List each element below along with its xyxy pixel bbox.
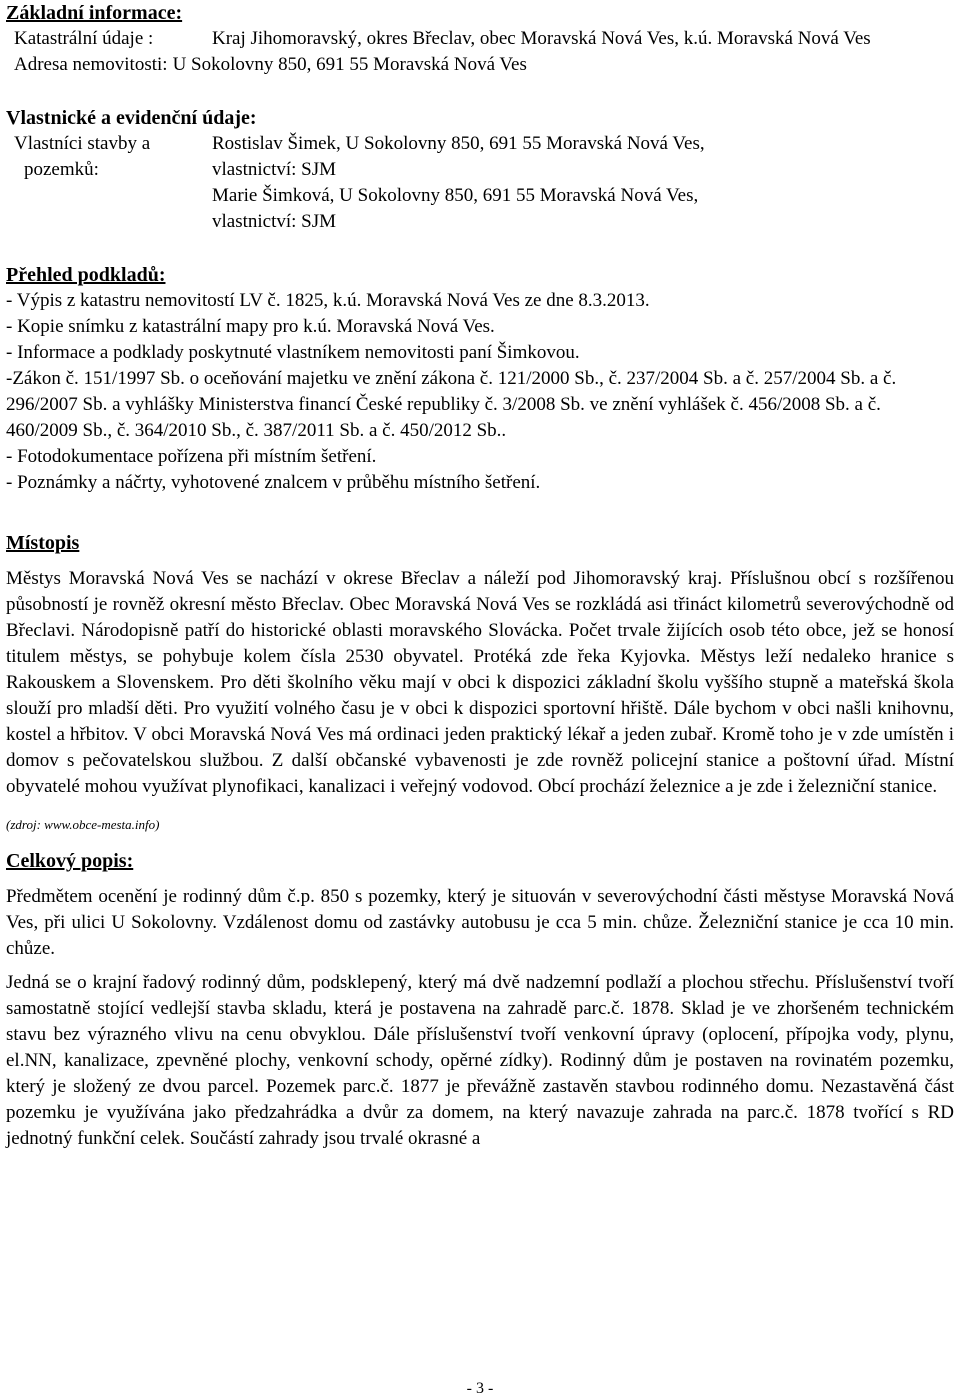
page-number: - 3 - [466,1380,494,1397]
address-row [6,52,954,78]
source-item: - Informace a podklady poskytnuté vlastníkem nemovitosti paní Šimkovou. [6,342,580,363]
owners-label-line2: pozemků: [24,159,99,180]
owner-2-line2: vlastnictví: SJM [212,211,337,232]
location-source: (zdroj: www.obce-mesta.info) [6,817,160,832]
cadastral-row [6,26,954,52]
sources-list [6,288,954,496]
source-item: -Zákon č. 151/1997 Sb. o oceňování majetku ve znění zákona č. 121/2000 Sb., č. 237/2004 Sb. a č. 257/2004 Sb. a č. 296/2007 Sb. a vyhlášky Ministerstva financí České republiky č. 3/2008 Sb. ve znění vyhlášek č. 456/2008 Sb. a č. 460/2009 Sb., č. 364/2010 Sb., č. 387/2011 Sb. a č. 450/2012 Sb.. [6,368,897,441]
sources-heading: Přehled podkladů: [6,264,166,286]
description-paragraph-1: Předmětem ocenění je rodinný dům č.p. 850 s pozemky, který je situován v severovýchodní části městyse Moravská Nová Ves, při ulici U Sokolovny. Vzdálenost domu od zastávky autobusu je cca 5 min. chůze. Železniční stanice je cca 10 min. chůze. [6,886,954,959]
basic-info-heading: Základní informace: [6,2,183,24]
description-paragraph-2: Jedná se o krajní řadový rodinný dům, podsklepený, který má dvě nadzemní podlaží a plochou střechu. Příslušenství tvoří samostatně stojící vedlejší stavba skladu, která je postavena na zahradě parc.č. 1878. Sklad je ve zhoršeném technickém stavu bez výrazného vlivu na cenu obvyklou. Dále příslušenství tvoří venkovní úpravy (oplocení, přípojka vody, plynu, el.NN, kanalizace, zpevněné plochy, venkovní schody, opěrné zídky). Rodinný dům je postaven na rovinatém pozemku, který je složený ze dvou parcel. Pozemek parc.č. 1877 je převážně zastavěn stavbou rodinného domu. Nezastavěná část pozemku je využívána jako předzahrádka a dvůr za domem, na který navazuje zahrada na parc.č. 1878 tvořící s RD jednotný funkční celek. Součástí zahrady jsou trvalé okrasné a [6,972,954,1149]
owners-label [14,131,212,235]
source-item: - Poznámky a náčrty, vyhotovené znalcem v průběhu místního šetření. [6,472,541,493]
cadastral-value: Kraj Jihomoravský, okres Břeclav, obec Moravská Nová Ves, k.ú. Moravská Nová Ves [212,28,871,49]
owner-2-line1: Marie Šimková, U Sokolovny 850, 691 55 Moravská Nová Ves, [212,185,699,206]
source-item: - Kopie snímku z katastrální mapy pro k.ú. Moravská Nová Ves. [6,316,495,337]
cadastral-label: Katastrální údaje : [14,28,154,49]
location-text: Městys Moravská Nová Ves se nachází v okrese Břeclav a náleží pod Jihomoravský kraj. Příslušnou obcí s rozšířenou působností je rovněž okresní město Břeclav. Obec Moravská Nová Ves se rozkládá asi třináct kilometrů severovýchodně od Břeclavi. Národopisně patří do historické oblasti moravského Slovácka. Počet trvale žijících osob této obce, jež se honosí titulem městys, se pohybuje kolem čísla 2530 obyvatel. Protéká zde řeka Kyjovka. Městys leží nedaleko hranice s Rakouskem a Slovenskem. Pro děti školního věku mají v obci k dispozici základní školu vyššího stupně a mateřská škola slouží pro mladší děti. Pro využití volného času je v obci k dispozici sportovní hřiště. Dále bychom v obci našli knihovnu, kostel a hřbitov. V obci Moravská Nová Ves má ordinaci jeden praktický lékař a jeden zubař. Kromě toho je v zde umístěn i domov s pečovatelskou službou. Z další občanské vybavenosti je zde rovněž policejní stanice a poštovní úřad. Místní obyvatelé mohou využívat plynofikaci, kanalizaci i veřejný vodovod. Obcí prochází železnice a je zde i železniční stanice. [6,568,954,797]
address-value: U Sokolovny 850, 691 55 Moravská Nová Ves [172,54,527,75]
owners-heading: Vlastnické a evidenční údaje: [6,107,257,129]
owner-1-line1: Rostislav Šimek, U Sokolovny 850, 691 55 Moravská Nová Ves, [212,133,705,154]
owner-1-line2: vlastnictví: SJM [212,159,337,180]
owners-list [212,131,954,235]
location-heading: Místopis [6,532,80,554]
description-heading: Celkový popis: [6,850,134,872]
owners-row [6,131,954,235]
source-item: - Výpis z katastru nemovitostí LV č. 1825, k.ú. Moravská Nová Ves ze dne 8.3.2013. [6,290,650,311]
address-label: Adresa nemovitosti: [14,54,168,75]
document-page [6,0,954,1152]
source-item: - Fotodokumentace pořízena při místním šetření. [6,446,377,467]
owners-label-line1: Vlastníci stavby a [14,133,151,154]
